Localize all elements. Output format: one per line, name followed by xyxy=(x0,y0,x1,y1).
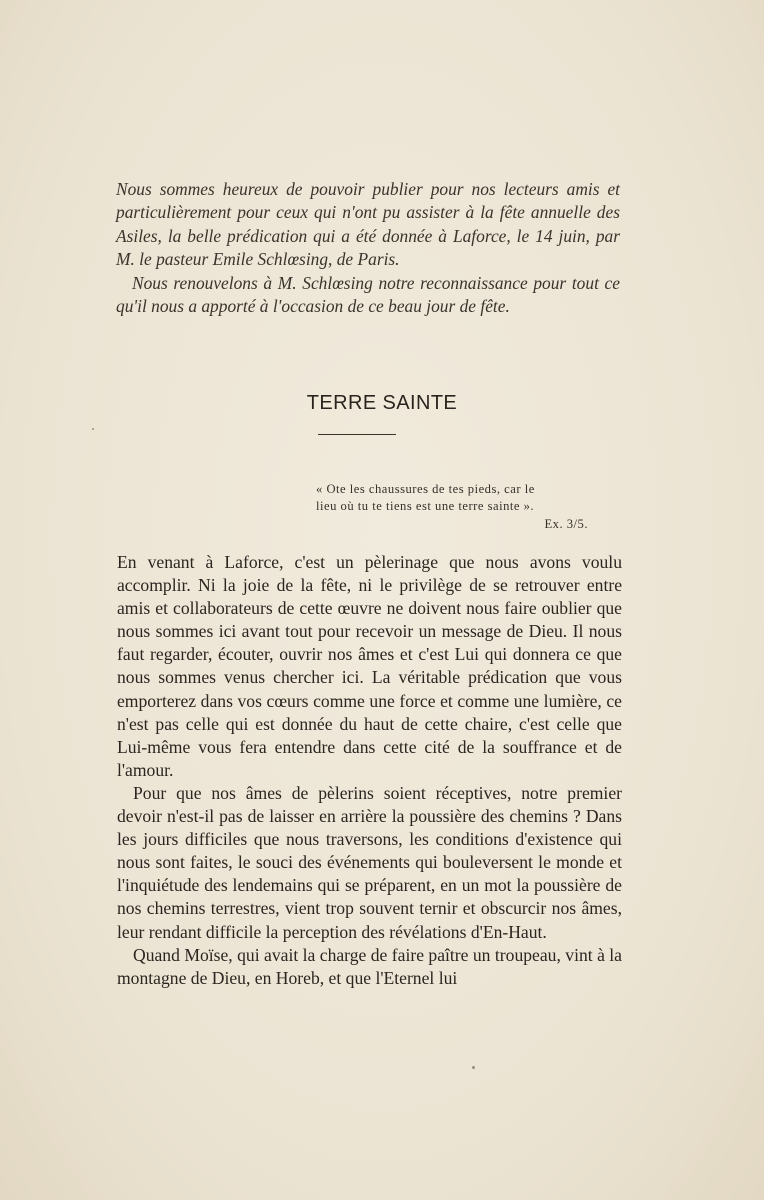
title-divider xyxy=(318,434,396,435)
paper-speck xyxy=(472,1066,475,1069)
body-paragraph-3: Quand Moïse, qui avait la charge de faire paître un troupeau, vint à la montagne de Dieu, en Horeb, et que l'Eternel lui xyxy=(117,944,622,988)
epigraph xyxy=(316,481,622,533)
sermon-title: TERRE SAINTE xyxy=(306,392,458,414)
editorial-note xyxy=(116,178,620,318)
sermon-body xyxy=(117,551,622,990)
paper-speck xyxy=(92,428,94,430)
epigraph-reference: Ex. 3/5. xyxy=(544,516,588,531)
body-paragraph-2: Pour que nos âmes de pèlerins soient réceptives, notre premier devoir n'est-il pas de laisser en arrière la poussière des chemins ? Dans les jours difficiles que nous traversons, les conditions d'existence qui nous sont faites, le souci des événements qui bouleversent le monde et l'inquiétude des lendemains qui se préparent, en un mot la poussière de nos chemins terrestres, vient trop souvent ternir et obscurcir nos âmes, leur rendant difficile la perception des révélations d'En-Haut. xyxy=(117,782,622,942)
epigraph-line-2: lieu où tu te tiens est une terre sainte ». xyxy=(316,499,535,514)
editorial-note-paragraph-1: Nous sommes heureux de pouvoir publier pour nos lecteurs amis et particulièrement pour ceux qui n'ont pu assister à la fête annuelle des Asiles, la belle prédication qui a été donnée à Laforce, le 14 juin, par M. le pasteur Emile Schlœsing, de Paris. xyxy=(116,179,620,270)
epigraph-line-1: « Ote les chaussures de tes pieds, car le xyxy=(316,482,535,496)
body-paragraph-1: En venant à Laforce, c'est un pèlerinage que nous avons voulu accomplir. Ni la joie de la fête, ni le privilège de se retrouver entre amis et collaborateurs de cette œuvre ne doivent nous faire oublier que nous sommes ici avant tout pour recevoir un message de Dieu. Il nous faut regarder, écouter, ouvrir nos âmes et c'est Lui qui donnera ce que nous sommes venus chercher ici. La véritable prédication que vous emporterez dans vos cœurs comme une force et comme une lumière, ce n'est pas celle qui est donnée du haut de cette chaire, c'est celle que Lui-même vous fera entendre dans cette cité de la souffrance et de l'amour. xyxy=(117,552,622,780)
editorial-note-paragraph-2: Nous renouvelons à M. Schlœsing notre reconnaissance pour tout ce qu'il nous a apporté à l'occasion de ce beau jour de fête. xyxy=(116,272,620,317)
